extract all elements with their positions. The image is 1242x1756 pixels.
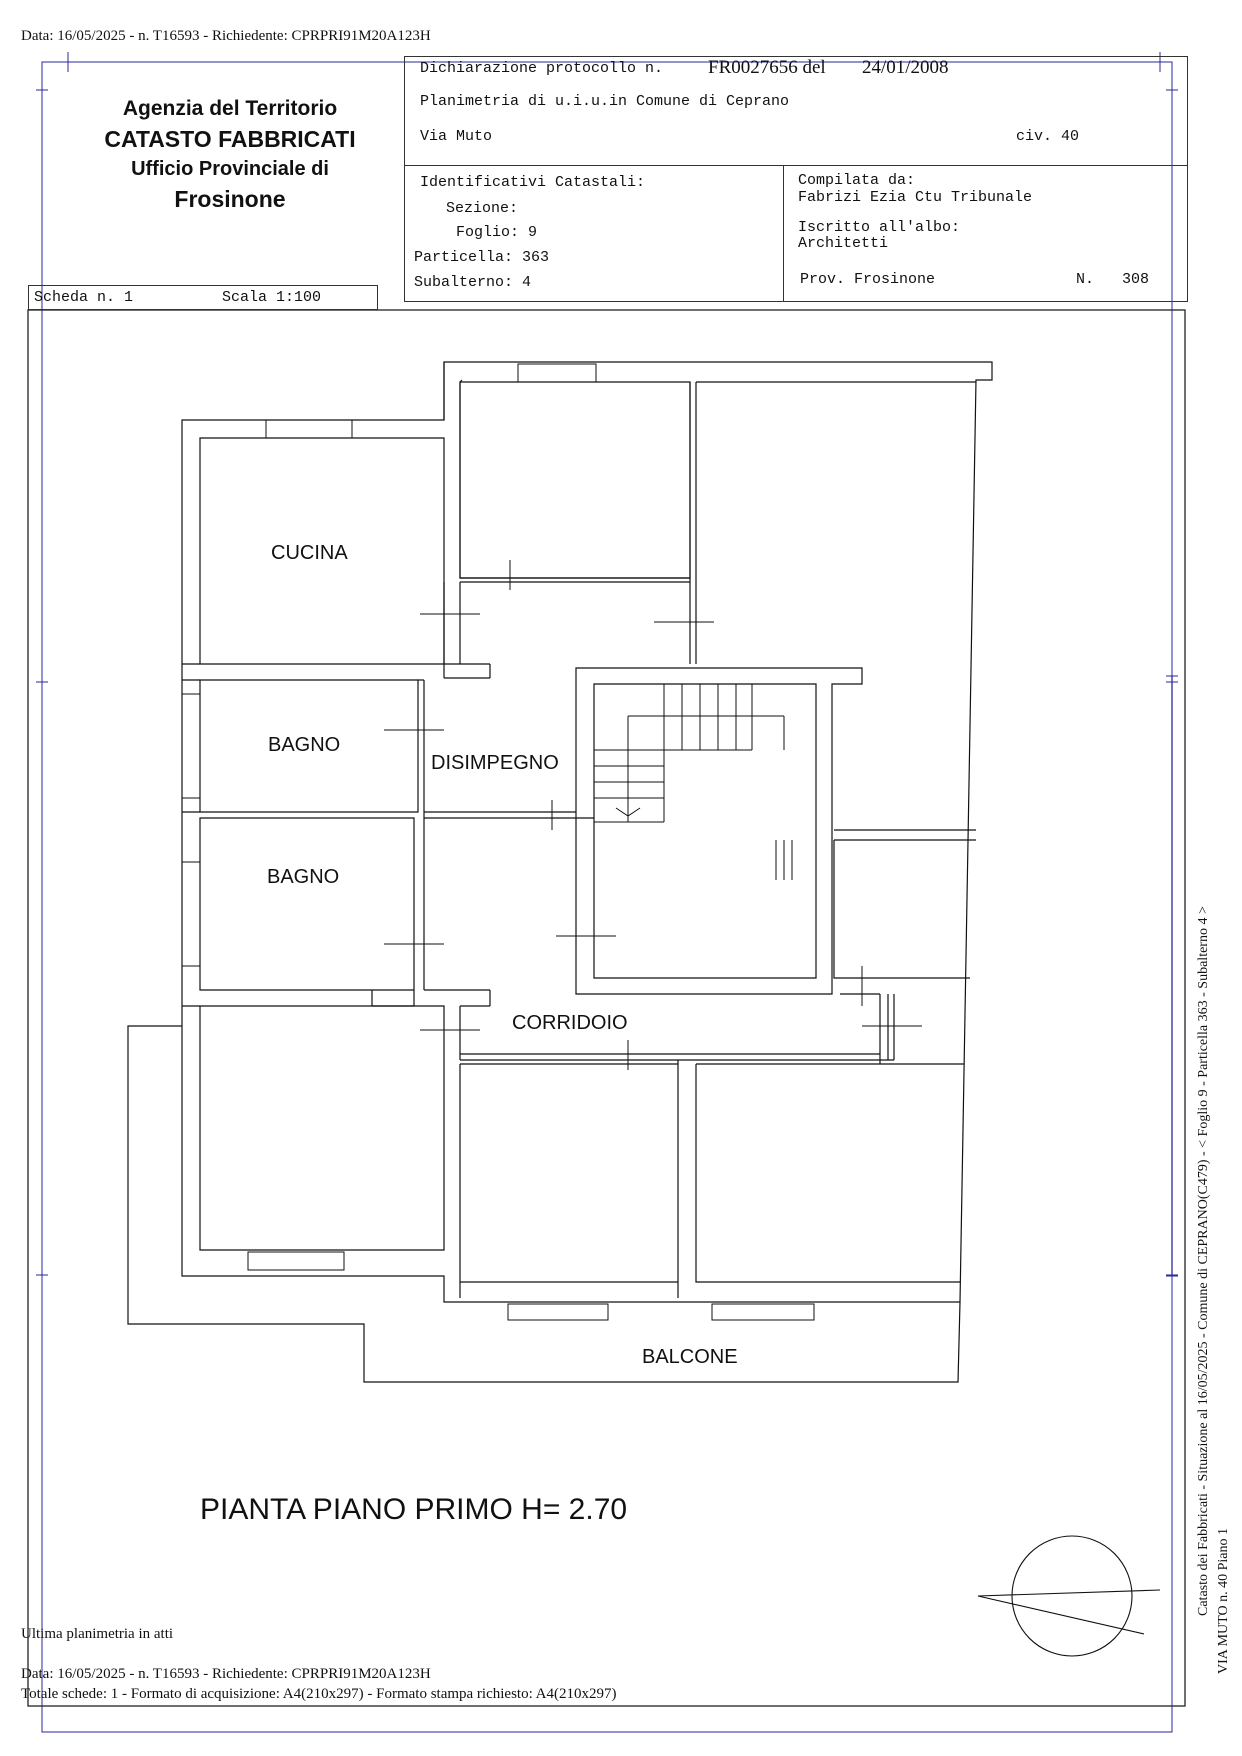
civic-number: civ. 40 [1016,128,1080,145]
room-cucina: CUCINA [271,542,348,564]
subalterno: Subalterno: 4 [414,274,532,291]
agency-name: Agenzia del Territorio [122,97,338,120]
sezione: Sezione: [446,200,519,217]
plan-title: PIANTA PIANO PRIMO H= 2.70 [200,1493,628,1526]
room-corridoio: CORRIDOIO [512,1012,628,1034]
particella: Particella: 363 [414,249,550,266]
room-balcone: BALCONE [642,1346,738,1368]
room-disimpegno: DISIMPEGNO [431,752,559,774]
compiled-label: Compilata da: [798,172,916,189]
side-text-address: VIA MUTO n. 40 Piano 1 [1216,1528,1231,1674]
agency-office: Ufficio Provinciale di [131,158,329,180]
room-bagno-2: BAGNO [267,866,340,888]
protocol-number: FR0027656 del [708,57,826,78]
scale: Scala 1:100 [222,289,322,306]
planimetry-line: Planimetria di u.i.u.in Comune di Ceprano [420,93,790,110]
albo-n-label: N. [1076,271,1095,288]
protocol-label: Dichiarazione protocollo n. [420,60,664,77]
side-text-situation: Catasto dei Fabbricati - Situazione al 16/05/2025 - Comune di CEPRANO(C479) - < Foglio 9 - Particella 363 - Subalterno 4 > [1196,906,1211,1616]
protocol-date: 24/01/2008 [862,57,949,78]
albo-n-value: 308 [1122,271,1150,288]
province: Prov. Frosinone [800,271,936,288]
footer-request-line: Data: 16/05/2025 - n. T16593 - Richiedente: CPRPRI91M20A123H [21,1666,431,1682]
north-compass-icon [978,1536,1160,1656]
identifiers-title: Identificativi Catastali: [420,174,646,191]
albo-value: Architetti [798,235,889,252]
albo-label: Iscritto all'albo: [798,219,961,236]
top-request-line: Data: 16/05/2025 - n. T16593 - Richiedente: CPRPRI91M20A123H [21,28,431,44]
agency-province: Frosinone [174,186,286,212]
foglio: Foglio: 9 [456,224,538,241]
room-bagno-1: BAGNO [268,734,341,756]
agency-catasto: CATASTO FABBRICATI [104,126,356,152]
scheda-number: Scheda n. 1 [34,289,134,306]
address: Via Muto [420,128,493,145]
footer-ultima: Ultima planimetria in atti [21,1626,174,1642]
footer-format-line: Totale schede: 1 - Formato di acquisizione: A4(210x297) - Formato stampa richiesto: A4(210x297) [21,1686,617,1702]
compiled-name: Fabrizi Ezia Ctu Tribunale [798,189,1033,206]
